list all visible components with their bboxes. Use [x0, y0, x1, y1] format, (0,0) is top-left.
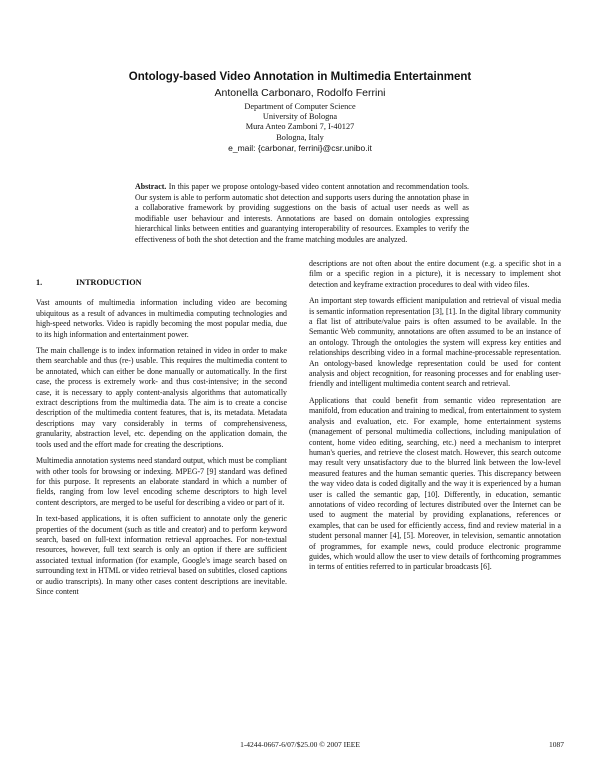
affiliation-line: University of Bologna [262, 112, 338, 122]
right-column [309, 259, 561, 579]
section-title: INTRODUCTION [76, 278, 142, 287]
paragraph: In text-based applications, it is often sufficient to annotate only the generic properties of the document (such as title and creator) and to perform keyword search, based on full-text information retrieval approaches. For non-textual resources, however, full text search is only an option if there are sufficient associated textual information (for example, Google's image search based on surrounding text in HTML or video retrieval based on subtitles, closed captions or audio transcripts). In many other cases content descriptions are inevitable. Since content [36, 514, 287, 596]
left-column [36, 278, 287, 603]
section-heading [36, 278, 287, 288]
author-email: e_mail: {carbonar, ferrini}@csr.unibo.it [228, 142, 372, 153]
section-number: 1. [36, 278, 43, 287]
paragraph: An important step towards efficient manipulation and retrieval of visual media is semantic information representation [3], [1]. In the digital library community a flat list of attribute/value pairs is often assumed to be available. In the Semantic Web community, annotations are often assumed to be an instance of an ontology. Through the ontologies the system will express key entities and relationships describing video in a formal machine-processable representation. An ontology-based knowledge representation could be used for content analysis and object recognition, for reasoning processes and for enabling user-friendly and intelligent multimedia content search and retrieval. [309, 296, 561, 389]
abstract [135, 182, 469, 245]
abstract-label: Abstract. [135, 182, 167, 191]
page-number: 1087 [549, 740, 564, 749]
paragraph: The main challenge is to index information retained in video in order to make them searchable and thus (re-) usable. This requires the multimedia content to be annotated, which can either be done manually or automatically. In the first case, the process is extremely work- and thus cost-intensive; in the second case, it is necessary to apply content-analysis algorithms that automatically extract descriptions from the multimedia data. The aim is to create a concise description of the multimedia content features, that is, its metadata. Metadata descriptions may vary considerably in terms of comprehensiveness, granularity, abstraction level, etc. depending on the application domain, the tools used and the effort made for creating the descriptions. [36, 346, 287, 449]
paragraph: Vast amounts of multimedia information including video are becoming ubiquitous as a result of advances in multimedia computing technologies and high-speed networks. Video is rapidly becoming the most popular media, due to its high information and entertainment power. [36, 298, 287, 339]
affiliation-line: Department of Computer Science [244, 102, 356, 111]
paper-authors: Antonella Carbonaro, Rodolfo Ferrini [214, 87, 386, 99]
abstract-text: In this paper we propose ontology-based video content annotation and recommendation tools. Our system is able to perform automatic shot detection and supports users during the annotation phase in a collaborative framework by providing suggestions on the basis of actual user needs as well as modifiable user behaviour and interests. Annotations are based on domain ontologies expressing hierarchical links between entities and guarantying interoperability of resources. Examples to verify the effectiveness of both the shot detection and the frame matching modules are analyzed. [135, 182, 469, 244]
paragraph: Applications that could benefit from semantic video representation are manifold, from education and training to medical, from entertainment to system analysis and evaluation, etc. For example, home entertainment systems (management of personal multimedia collections, including manipulation of content, home video editing, searching, etc.) need a mechanism to interpret human's queries, and retrieve the closest match. However, this search outcome may result very unsatisfactory due to the blurred link between the low-level measured features and the human semantic queries. This discrepancy between the way video data is coded digitally and the way it is experienced by a human user is called the semantic gap, [10]. Differently, in education, semantic annotations of video recording of lectures distributed over the Internet can be used to augment the material by providing explanations, references or examples, that can be used for efficiently access, find and review material in a student personal manner [4], [5]. Moreover, in television, semantic annotation of programmes, for example news, could produce electronic programme guides, which would allow the user to view details of forthcoming programmes in terms of entities referred to in particular broadcasts [6]. [309, 395, 561, 572]
paragraph: descriptions are not often about the entire document (e.g. a specific shot in a film or a specific region in a picture), it is necessary to implement shot detection and keyframe extraction procedures to deal with video files. [309, 259, 561, 289]
affiliation-line: Bologna, Italy [276, 132, 324, 142]
copyright-footer: 1-4244-0667-6/07/$25.00 © 2007 IEEE [240, 740, 360, 749]
paragraph: Multimedia annotation systems need standard output, which must be compliant with other tools for browsing or indexing. MPEG-7 [9] standard was defined for this purpose. It represents an elaborate standard in which a number of fields, ranging from low level encoding scheme descriptors to high level content descriptors, are merged to be useful for describing a video or part of it. [36, 456, 287, 507]
paper-title: Ontology-based Video Annotation in Multimedia Entertainment [128, 71, 472, 83]
affiliation-line: Mura Anteo Zamboni 7, I-40127 [245, 122, 355, 132]
affiliation-block [0, 102, 600, 153]
